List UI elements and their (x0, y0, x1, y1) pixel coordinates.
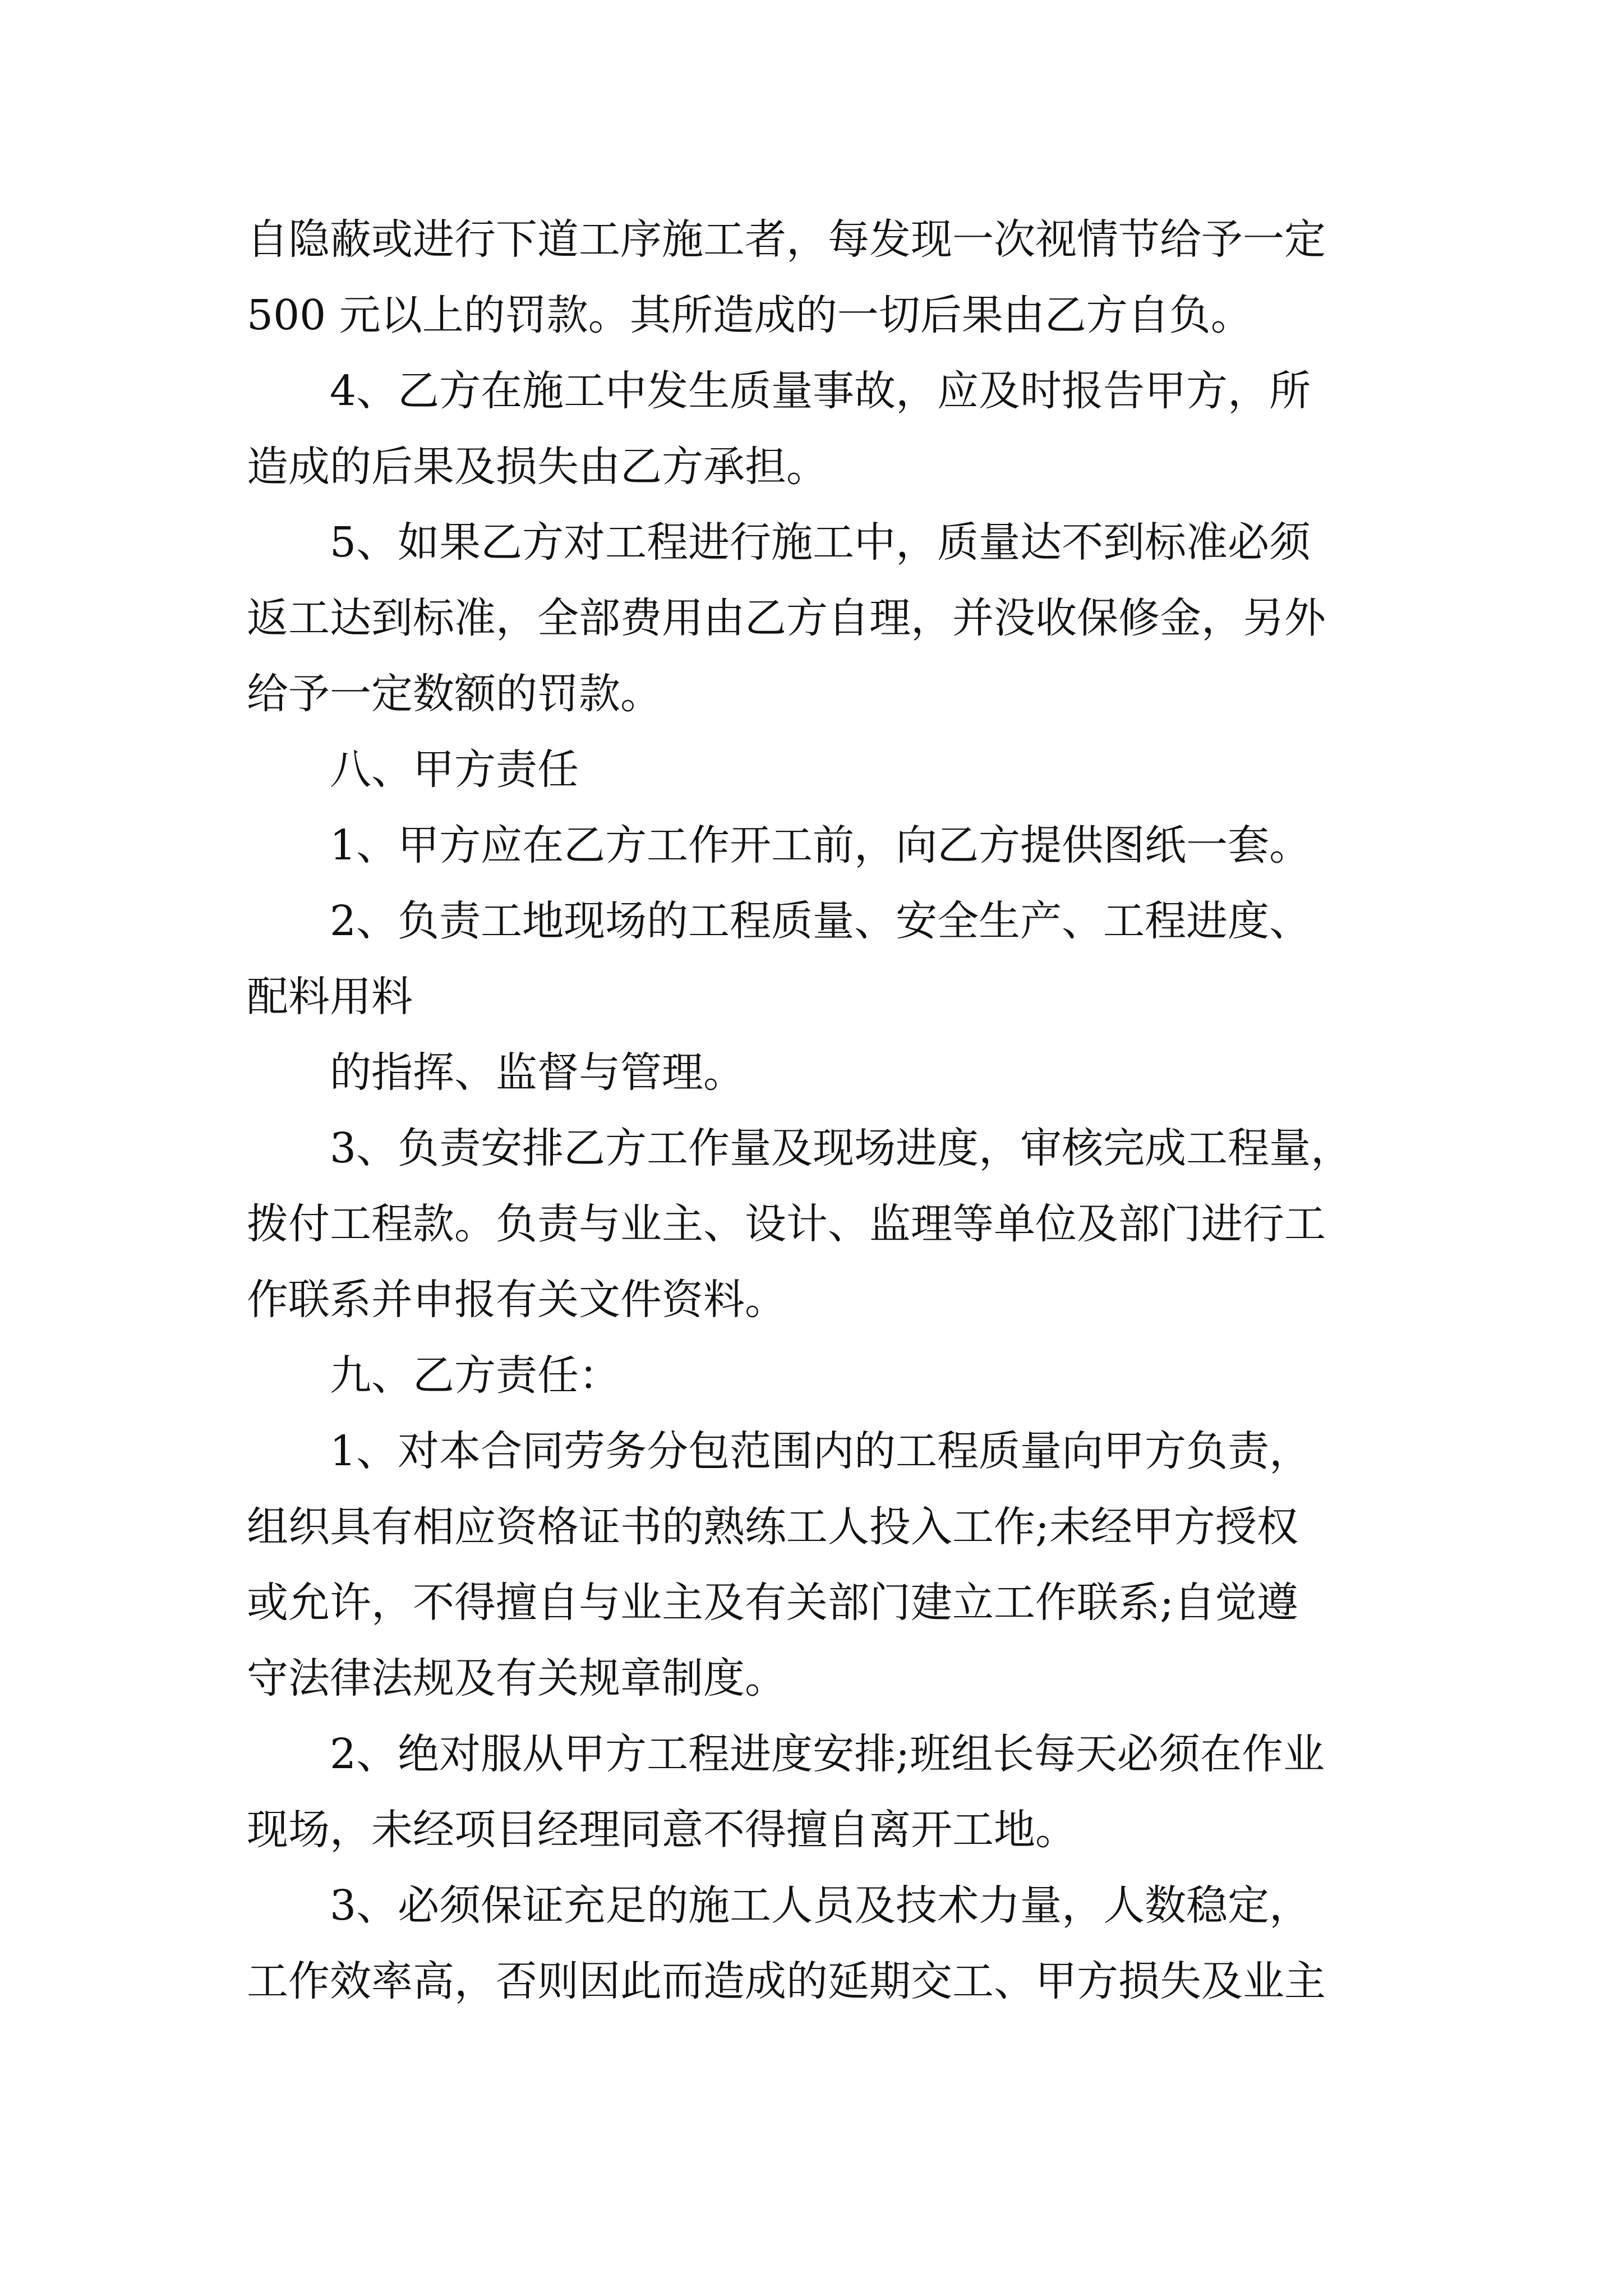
body-line: 500 元以上的罚款。其所造成的一切后果由乙方自负。 (247, 291, 1252, 339)
body-line: 给予一定数额的罚款。 (247, 670, 662, 718)
clause-3-line: 3、必须保证充足的施工人员及技术力量，人数稳定， (330, 1881, 1311, 1930)
body-line: 或允许，不得擅自与业主及有关部门建立工作联系;自觉遵 (247, 1579, 1298, 1627)
document-body (247, 202, 1380, 2019)
body-line: 现场，未经项目经理同意不得擅自离开工地。 (247, 1806, 1077, 1854)
clause-3-line: 3、负责安排乙方工作量及现场进度，审核完成工程量， (330, 1124, 1353, 1172)
body-line: 返工达到标准，全部费用由乙方自理，并没收保修金，另外 (247, 594, 1326, 642)
body-line: 拨付工程款。负责与业主、设计、监理等单位及部门进行工 (247, 1200, 1326, 1248)
body-line: 组织具有相应资格证书的熟练工人投入工作;未经甲方授权 (247, 1503, 1298, 1551)
body-line: 作联系并申报有关文件资料。 (247, 1276, 786, 1324)
body-line: 的指挥、监督与管理。 (330, 1048, 745, 1097)
body-line: 造成的后果及损失由乙方承担。 (247, 443, 828, 491)
body-line: 工作效率高，否则因此而造成的延期交工、甲方损失及业主 (247, 1957, 1326, 2005)
body-line: 自隐蔽或进行下道工序施工者，每发现一次视情节给予一定 (247, 215, 1326, 264)
clause-1-line: 1、甲方应在乙方工作开工前，向乙方提供图纸一套。 (330, 821, 1311, 869)
clause-2-line: 2、负责工地现场的工程质量、安全生产、工程进度、 (330, 897, 1311, 945)
body-line: 配料用料 (247, 973, 413, 1021)
clause-5-line: 5、如果乙方对工程进行施工中，质量达不到标准必须 (330, 518, 1311, 567)
section-heading-eight: 八、甲方责任 (330, 746, 579, 794)
body-line: 守法律法规及有关规章制度。 (247, 1654, 786, 1703)
clause-4-line: 4、乙方在施工中发生质量事故，应及时报告甲方，所 (330, 367, 1311, 415)
clause-1-line: 1、对本合同劳务分包范围内的工程质量向甲方负责， (330, 1427, 1311, 1475)
clause-2-line: 2、绝对服从甲方工程进度安排;班组长每天必须在作业 (330, 1730, 1325, 1778)
section-heading-nine: 九、乙方责任： (330, 1351, 620, 1400)
